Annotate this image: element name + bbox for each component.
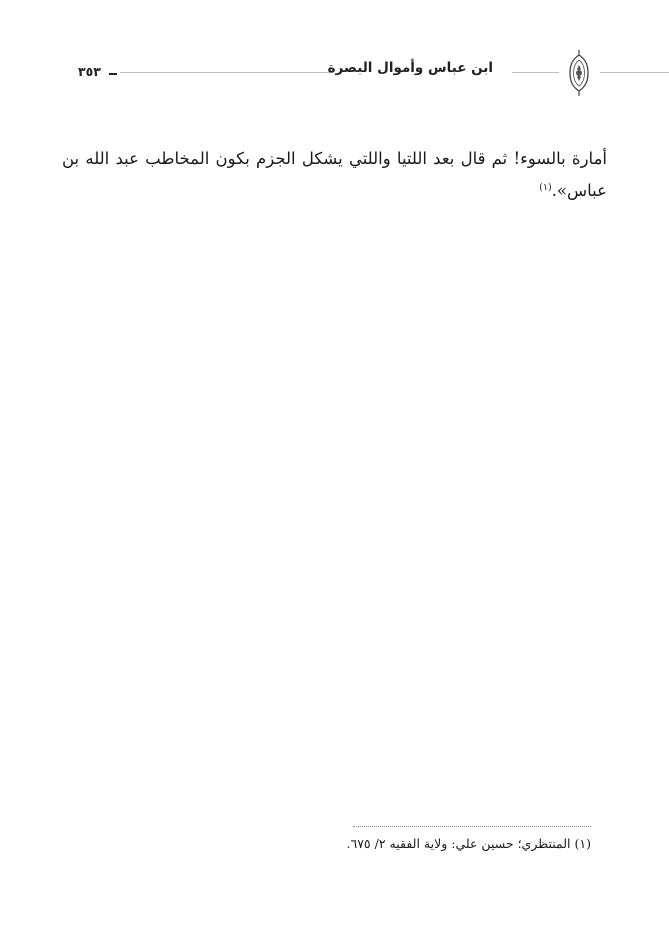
header-rule-left bbox=[120, 72, 333, 73]
page-number: ٣٥٣ bbox=[78, 64, 101, 79]
page-number-dash bbox=[109, 73, 117, 75]
running-title: ابن عباس وأموال البصرة bbox=[327, 60, 493, 76]
body-paragraph bbox=[62, 144, 607, 205]
paragraph-text: أمارة بالسوء! ثم قال بعد اللتيا واللتي يشكل الجزم بكون المخاطب عبد الله بن عباس». bbox=[62, 148, 607, 200]
header-rule-mid bbox=[512, 72, 559, 73]
header-rule-right bbox=[600, 72, 669, 73]
footnote-reference[interactable]: (١) bbox=[539, 181, 552, 193]
page-header bbox=[0, 48, 669, 98]
footnote-separator bbox=[353, 826, 591, 827]
floral-lantern-ornament-icon bbox=[566, 50, 592, 96]
footnote-1: (١) المنتظري؛ حسين علي: ولاية الفقيه ٢/ ٦٧٥. bbox=[346, 836, 591, 851]
